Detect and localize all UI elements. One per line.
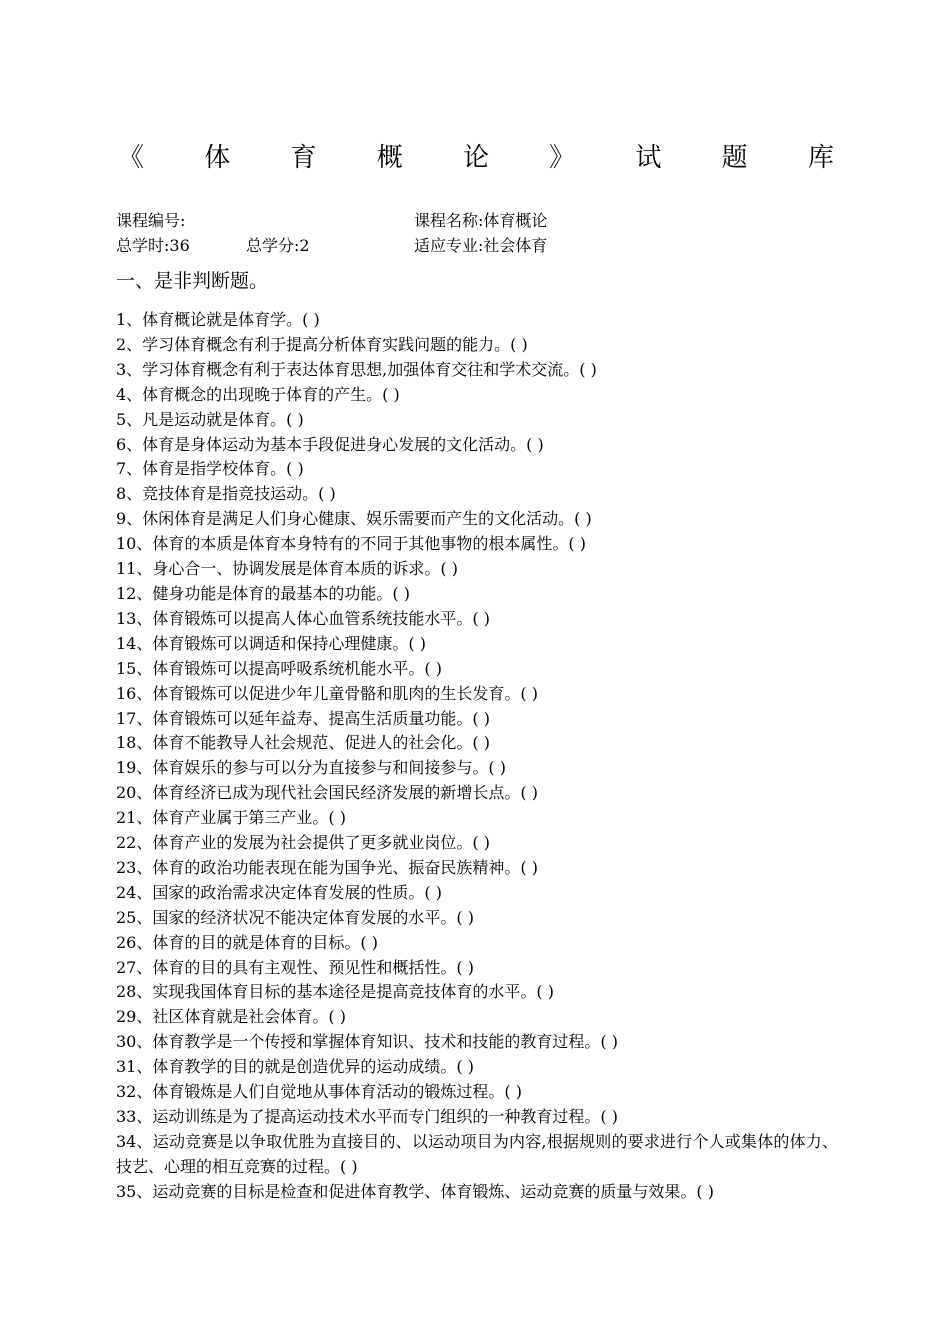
question-item: 32、体育锻炼是人们自觉地从事体育活动的锻炼过程。( ) — [116, 1082, 522, 1102]
title-char: 题 — [721, 142, 748, 173]
question-item: 6、体育是身体运动为基本手段促进身心发展的文化活动。( ) — [116, 434, 544, 454]
question-item: 31、体育教学的目的就是创造优异的运动成绩。( ) — [116, 1057, 474, 1077]
question-item: 20、体育经济已成为现代社会国民经济发展的新增长点。( ) — [116, 783, 538, 803]
question-item: 16、体育锻炼可以促进少年儿童骨骼和肌肉的生长发育。( ) — [116, 683, 538, 703]
total-hours: 总学时:36 — [116, 236, 190, 255]
question-item: 22、体育产业的发展为社会提供了更多就业岗位。( ) — [116, 833, 490, 853]
document-title — [118, 138, 834, 172]
question-item: 30、体育教学是一个传授和掌握体育知识、技术和技能的教育过程。( ) — [116, 1032, 618, 1052]
title-char: 《 — [118, 142, 145, 173]
question-item: 5、凡是运动就是体育。( ) — [116, 409, 304, 429]
question-list — [116, 308, 838, 1205]
question-item: 14、体育锻炼可以调适和保持心理健康。( ) — [116, 633, 426, 653]
question-item: 4、体育概念的出现晚于体育的产生。( ) — [116, 384, 400, 404]
title-char: 体 — [204, 142, 231, 173]
question-item: 15、体育锻炼可以提高呼吸系统机能水平。( ) — [116, 658, 442, 678]
question-item: 2、学习体育概念有利于提高分析体育实践问题的能力。( ) — [116, 334, 528, 354]
title-char: 论 — [462, 142, 489, 173]
question-item: 33、运动训练是为了提高运动技术水平而专门组织的一种教育过程。( ) — [116, 1107, 618, 1126]
question-item: 27、体育的目的具有主观性、预见性和概括性。( ) — [116, 957, 474, 977]
question-item: 1、体育概论就是体育学。( ) — [116, 310, 320, 329]
question-item: 23、体育的政治功能表现在能为国争光、振奋民族精神。( ) — [116, 857, 538, 877]
course-code-label: 课程编号: — [116, 211, 186, 230]
question-item: 35、运动竞赛的目标是检查和促进体育教学、体育锻炼、运动竞赛的质量与效果。( ) — [116, 1181, 714, 1201]
question-item: 26、体育的目的就是体育的目标。( ) — [116, 932, 378, 952]
course-name: 课程名称:体育概论 — [414, 211, 548, 230]
title-char: 概 — [376, 142, 403, 173]
title-char: 试 — [635, 142, 662, 173]
applicable-major: 适应专业:社会体育 — [414, 236, 548, 255]
question-item: 13、体育锻炼可以提高人体心血管系统技能水平。( ) — [116, 608, 490, 628]
total-credits: 总学分:2 — [246, 236, 310, 255]
question-item: 28、实现我国体育目标的基本途径是提高竞技体育的水平。( ) — [116, 982, 554, 1002]
question-item: 24、国家的政治需求决定体育发展的性质。( ) — [116, 882, 442, 902]
question-item: 34、运动竞赛是以争取优胜为直接目的、以运动项目为内容,根据规则的要求进行个人或集体的体力、技艺、心理的相互竞赛的过程。( ) — [116, 1131, 838, 1176]
question-item: 3、学习体育概念有利于表达体育思想,加强体育交往和学术交流。( ) — [116, 359, 597, 379]
question-item: 17、体育锻炼可以延年益寿、提高生活质量功能。( ) — [116, 708, 490, 728]
question-item: 8、竞技体育是指竞技运动。( ) — [116, 484, 336, 504]
question-item: 29、社区体育就是社会体育。( ) — [116, 1007, 346, 1027]
question-item: 25、国家的经济状况不能决定体育发展的水平。( ) — [116, 907, 474, 927]
question-item: 10、体育的本质是体育本身特有的不同于其他事物的根本属性。( ) — [116, 534, 586, 554]
title-char: 》 — [549, 142, 576, 173]
title-char: 育 — [290, 142, 317, 173]
question-item: 18、体育不能教导人社会规范、促进人的社会化。( ) — [116, 733, 490, 753]
question-item: 9、休闲体育是满足人们身心健康、娱乐需要而产生的文化活动。( ) — [116, 509, 592, 529]
title-char: 库 — [807, 142, 834, 173]
question-item: 11、身心合一、协调发展是体育本质的诉求。( ) — [116, 559, 458, 579]
question-item: 12、健身功能是体育的最基本的功能。( ) — [116, 583, 410, 603]
section-heading: 一、是非判断题。 — [116, 270, 269, 292]
question-item: 19、体育娱乐的参与可以分为直接参与和间接参与。( ) — [116, 758, 506, 778]
question-item: 7、体育是指学校体育。( ) — [116, 459, 304, 479]
question-item: 21、体育产业属于第三产业。( ) — [116, 808, 346, 828]
